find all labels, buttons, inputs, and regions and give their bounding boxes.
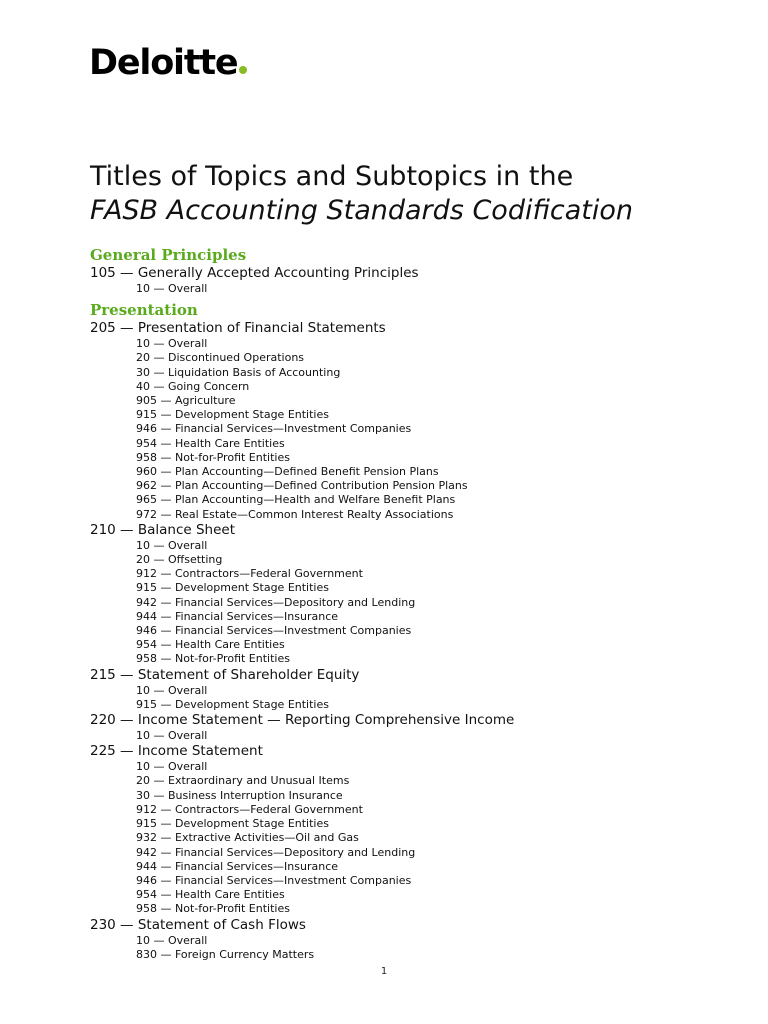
- page-number: 1: [380, 966, 388, 977]
- subtopic-item: 10 — Overall: [136, 683, 208, 697]
- subtopic-item: 10 — Overall: [136, 729, 208, 743]
- subtopic-item: 946 — Financial Services—Investment Companies: [136, 422, 412, 436]
- section-heading: General Principles: [90, 246, 247, 264]
- logo-dot-icon: [239, 66, 247, 74]
- subtopic-item: 946 — Financial Services—Investment Companies: [136, 624, 412, 638]
- subtopic-item: 972 — Real Estate—Common Interest Realty Associations: [136, 507, 454, 521]
- subtopic-item: 20 — Extraordinary and Unusual Items: [136, 774, 350, 788]
- topic-title: 210 — Balance Sheet: [90, 521, 236, 538]
- subtopic-item: 915 — Development Stage Entities: [136, 408, 329, 422]
- subtopic-item: 954 — Health Care Entities: [136, 436, 285, 450]
- subtopic-item: 954 — Health Care Entities: [136, 638, 285, 652]
- section: [90, 245, 710, 296]
- subtopic-item: 905 — Agriculture: [136, 394, 236, 408]
- subtopic-item: 30 — Business Interruption Insurance: [136, 788, 343, 802]
- subtopic-item: 942 — Financial Services—Depository and Lending: [136, 845, 416, 859]
- topic-title: 230 — Statement of Cash Flows: [90, 916, 306, 933]
- subtopic-item: 912 — Contractors—Federal Government: [136, 802, 363, 816]
- subtopic-item: 944 — Financial Services—Insurance: [136, 859, 339, 873]
- subtopic-item: 10 — Overall: [136, 760, 208, 774]
- subtopic-item: 10 — Overall: [136, 933, 208, 947]
- title-line-1: Titles of Topics and Subtopics in the: [90, 161, 574, 192]
- subtopic-item: 962 — Plan Accounting—Defined Contribution Pension Plans: [136, 479, 468, 493]
- subtopic-item: 944 — Financial Services—Insurance: [136, 609, 339, 623]
- subtopic-item: 915 — Development Stage Entities: [136, 697, 329, 711]
- logo-text: Deloitte: [89, 43, 238, 83]
- subtopic-item: 40 — Going Concern: [136, 379, 250, 393]
- subtopic-item: 958 — Not-for-Profit Entities: [136, 450, 290, 464]
- subtopic-item: 20 — Offsetting: [136, 553, 223, 567]
- topic-title: 225 — Income Statement: [90, 743, 263, 760]
- subtopic-item: 20 — Discontinued Operations: [136, 351, 305, 365]
- subtopic-item: 915 — Development Stage Entities: [136, 817, 329, 831]
- section: [90, 300, 710, 962]
- subtopic-item: 960 — Plan Accounting—Defined Benefit Pension Plans: [136, 465, 439, 479]
- subtopic-item: 932 — Extractive Activities—Oil and Gas: [136, 831, 359, 845]
- subtopic-item: 10 — Overall: [136, 337, 208, 351]
- document-title: [90, 160, 633, 228]
- deloitte-logo: [89, 43, 247, 83]
- topic-title: 215 — Statement of Shareholder Equity: [90, 666, 360, 683]
- topics-list: [90, 243, 710, 962]
- subtopic-item: 915 — Development Stage Entities: [136, 581, 329, 595]
- subtopic-item: 830 — Foreign Currency Matters: [136, 947, 315, 961]
- topic-title: 220 — Income Statement — Reporting Comprehensive Income: [90, 712, 515, 729]
- subtopic-item: 946 — Financial Services—Investment Companies: [136, 873, 412, 887]
- subtopic-item: 958 — Not-for-Profit Entities: [136, 652, 290, 666]
- subtopic-item: 10 — Overall: [136, 538, 208, 552]
- subtopic-item: 10 — Overall: [136, 282, 208, 295]
- subtopic-item: 912 — Contractors—Federal Government: [136, 567, 363, 581]
- subtopic-item: 30 — Liquidation Basis of Accounting: [136, 365, 341, 379]
- subtopic-item: 965 — Plan Accounting—Health and Welfare Benefit Plans: [136, 493, 456, 507]
- section-heading: Presentation: [90, 301, 198, 320]
- title-line-2: FASB Accounting Standards Codification: [90, 195, 634, 226]
- subtopic-item: 954 — Health Care Entities: [136, 888, 285, 902]
- subtopic-item: 942 — Financial Services—Depository and Lending: [136, 595, 416, 609]
- topic-title: 105 — Generally Accepted Accounting Principles: [90, 265, 419, 281]
- topic-title: 205 — Presentation of Financial Statements: [90, 320, 386, 337]
- subtopic-item: 958 — Not-for-Profit Entities: [136, 902, 290, 916]
